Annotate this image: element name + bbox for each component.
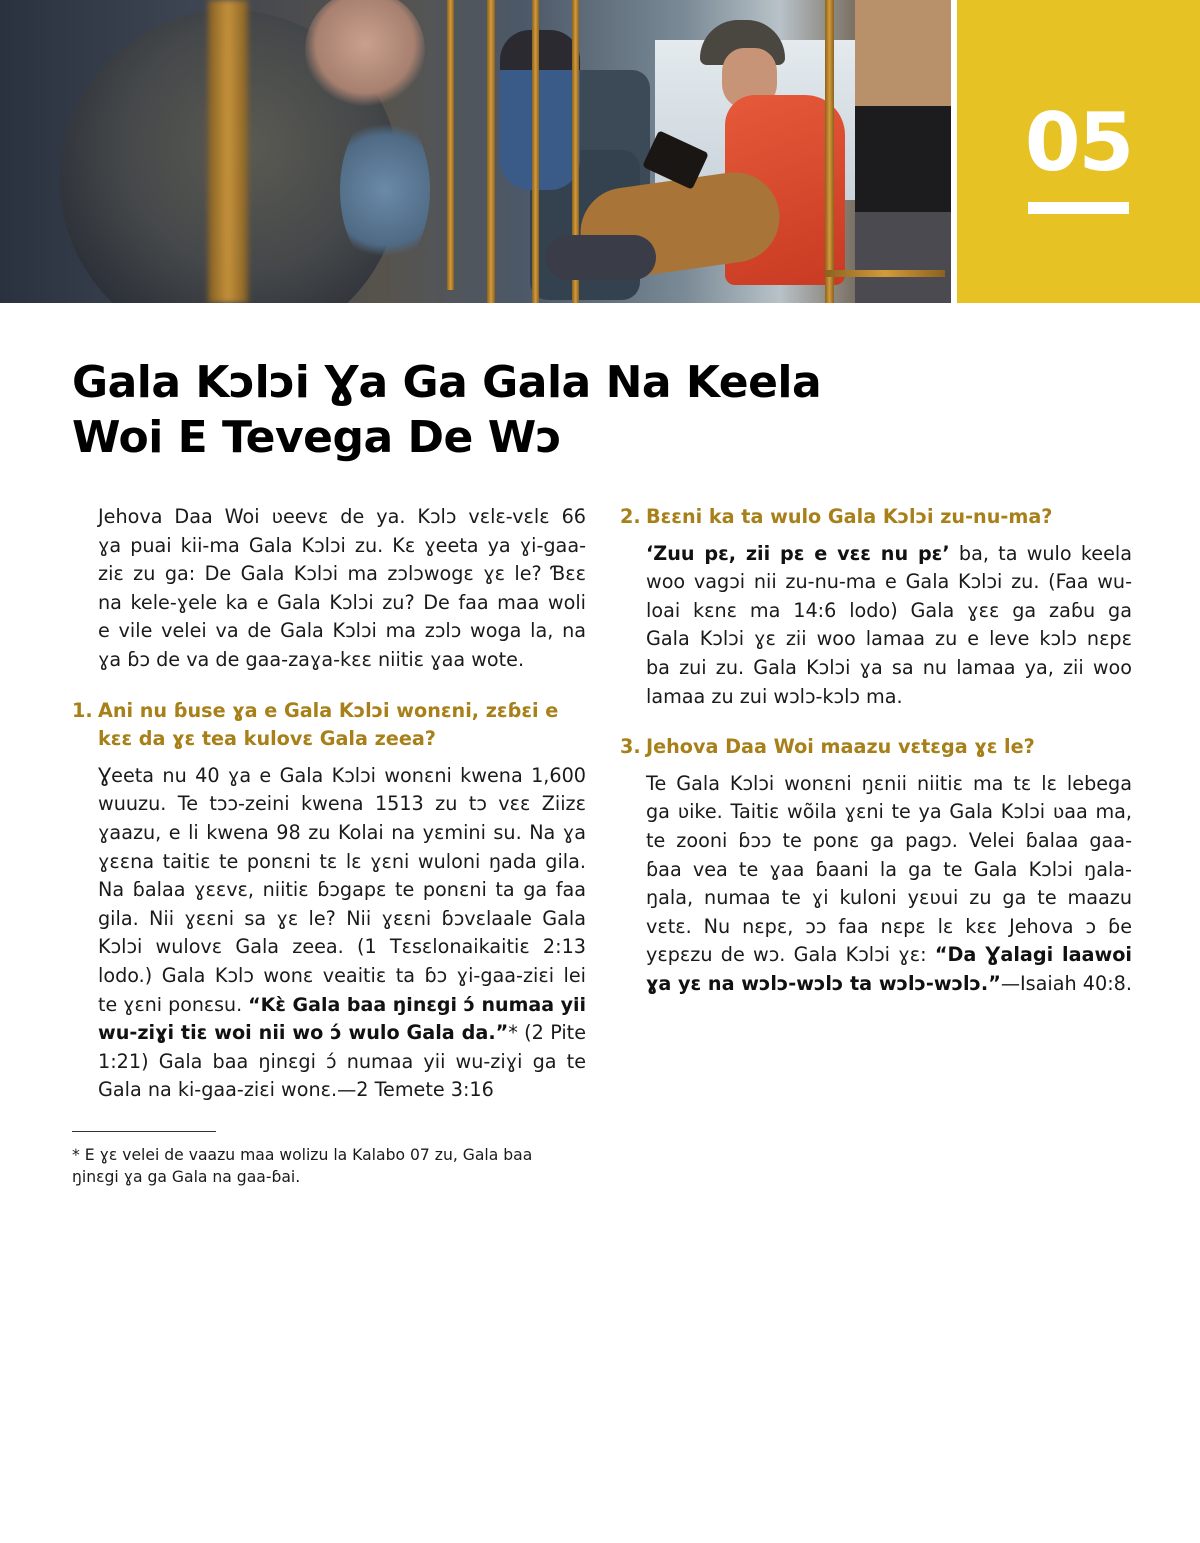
text-line: ŋala, numaa te ɣi kuloni yɛʋui zu ga te maazu [646,886,1132,910]
text-line [646,970,1132,999]
text-run: te ɣɛni ponɛsu. [98,993,249,1016]
intro-paragraph [98,503,586,675]
scripture-quote: “Da Ɣalagi laawoi [934,943,1132,967]
text-line: Te Gala Kɔlɔi wonɛni ŋɛnii niitiɛ ma tɛ lɛ lebega [646,771,1132,795]
heading-line: Bɛɛni ka ta wulo Gala Kɔlɔi zu-nu-ma? [646,505,1053,528]
photo-standing-passenger [855,0,951,303]
text-line: ga ʋike. Taitiɛ wõila ɣɛni te ya Gala Kɔlɔi ʋaa ma, [646,800,1132,824]
page-title-line: Gala Kɔlɔi Ɣa Ga Gala Na Keela [72,357,822,408]
question-number: 2. [620,505,641,528]
photo-pole [532,0,539,303]
scripture-quote: wu-ziɣi tiɛ woi nii wo ɔ́ wulo Gala da.” [98,1021,509,1045]
photo-pole [447,0,454,290]
photo-pole [487,0,495,303]
text-run: yɛpɛzu de wɔ. Gala Kɔlɔi ɣɛ: [646,943,935,967]
heading-line: Ani nu ɓuse ɣa e Gala Kɔlɔi wonɛni, zɛɓɛi e [98,698,559,722]
text-line: lodo.) Gala Kɔlɔ wonɛ veaitiɛ ta ɓɔ ɣi-gaa-ziɛi lei [98,963,586,987]
photo-passenger-shirt [340,110,430,270]
text-line: wuuzu. Te tɔɔ-zeini kwena 1513 zu tɔ vɛɛ Ziizɛ [98,792,586,816]
heading-line: kɛɛ da ɣɛ tea kulovɛ Gala zeea? [98,727,436,751]
footnote-line: ŋinɛgi ɣa ga Gala na gaa-ɓai. [72,1168,301,1186]
text-line: 1:21) Gala baa ŋinɛgi ɔ́ numaa yii wu-ziɣi ga te [98,1049,586,1073]
question-number: 3. [620,735,641,759]
text-line [646,941,1132,970]
footnote-line: * E ɣɛ velei de vaazu maa wolizu la Kalabo 07 zu, Gala baa [72,1146,533,1164]
lesson-number: 05 [1024,96,1133,189]
text-line: Jehova Daa Woi ʋeevɛ de ya. Kɔlɔ vɛlɛ-vɛlɛ 66 [98,505,586,528]
text-line: gila. Nii ɣɛɛni sa ɣɛ le? Nii ɣɛɛni ɓɔvɛlaale Gala [98,906,586,930]
question-heading-1 [72,697,586,754]
answer-paragraph-3 [646,770,1132,999]
photo-pole [825,270,945,277]
text-line: Ɣeeta nu 40 ɣa e Gala Kɔlɔi wonɛni kwena 1,600 [98,763,586,787]
left-column [72,503,586,1105]
lesson-badge [957,0,1200,303]
text-line: Kɔlɔi wulovɛ Gala zeea. (1 Tɛsɛlonaikaitiɛ 2:13 [98,935,586,959]
text-line: lamaa zu zui wɔlɔ-kɔlɔ ma. [646,684,903,708]
text-run: ba, ta wulo keela [949,541,1132,565]
text-line: ba zui zu. Gala Kɔlɔi ɣa sa nu lamaa ya, zii woo [646,655,1132,679]
page-title [72,355,892,465]
question-heading-2 [620,503,1132,532]
text-line: vɛtɛ. Nu nɛpɛ, ɔɔ faa nɛpɛ lɛ kɛɛ Jehova ɔ ɓe [646,914,1132,938]
text-line: te zooni ɓɔɔ te ponɛ ga pagɔ. Velei ɓalaa gaa- [646,828,1132,852]
text-line: Na ɓalaa ɣɛɛvɛ, niitiɛ ɓɔgapɛ te ponɛni ta ga faa [98,878,586,902]
footnote-divider [72,1131,216,1132]
text-line: Gala Kɔlɔi ɣɛ zii woo lamaa zu e leve kɔlɔ nɛpɛ [646,627,1132,651]
key-phrase: ‘Zuu pɛ, zii pɛ e vɛɛ nu pɛ’ [646,541,950,565]
text-line: ɣaazu, e li kwena 98 zu Kolai na yɛmini su. Na ɣa [98,820,586,844]
hero-photo [0,0,951,303]
footnote [72,1144,592,1188]
text-line: ɣa ɓɔ de va de gaa-zaɣa-kɛɛ niitiɛ ɣaa wote. [98,647,525,671]
text-line: ɓaa vea te ɣaa ɓaani la ga te Gala Kɔlɔi ŋala- [646,857,1132,881]
text-line [646,540,1132,569]
text-line [98,991,586,1020]
text-line: e vile velei va de Gala Kɔlɔi ma zɔlɔ woga la, na [98,619,586,643]
text-line: woo vagɔi nii zu-nu-ma e Gala Kɔlɔi zu. (Faa wu- [646,570,1132,594]
photo-man-shoe [546,235,656,280]
photo-background-passenger [500,30,580,190]
question-heading-3 [620,733,1132,762]
answer-paragraph-2 [646,540,1132,712]
right-column [620,503,1132,999]
text-line: ɣɛɛna taitiɛ te ponɛni tɛ lɛ ɣɛni wuloni ŋada gila. [98,849,586,873]
text-line: ziɛ zu ga: De Gala Kɔlɔi ma zɔlɔwogɛ ɣɛ le? Ɓɛɛ [98,562,586,586]
scripture-quote: “Kɛ̀ Gala baa ŋinɛgi ɔ́ numaa yii [248,993,587,1016]
photo-pole [825,0,834,303]
text-line: Gala na ki-gaa-ziɛi wonɛ.—2 Temete 3:16 [98,1078,494,1102]
page-title-line: Woi E Tevega De Wɔ [72,412,562,463]
question-number: 1. [72,698,93,722]
photo-pole [208,0,248,303]
text-line: loai kɛnɛ ma 14:6 lodo) Gala ɣɛɛ ga zaɓu ga [646,598,1132,622]
text-line: ɣa puai kii-ma Gala Kɔlɔi zu. Kɛ ɣeeta ya ɣi-gaa- [98,533,586,557]
text-line: na kele-ɣele ka e Gala Kɔlɔi zu? De faa maa woli [98,590,586,614]
text-line [98,1019,586,1048]
scripture-quote: ɣa yɛ na wɔlɔ-wɔlɔ ta wɔlɔ-wɔlɔ.” [646,971,1001,995]
heading-line: Jehova Daa Woi maazu vɛtɛga ɣɛ le? [646,735,1035,759]
answer-paragraph-1 [98,762,586,1105]
footnote-reference-link[interactable]: * (2 Pite [508,1021,586,1045]
lesson-number-underline [1028,202,1129,214]
scripture-citation: —Isaiah 40:8. [1000,971,1132,995]
photo-passenger-head [305,0,425,110]
